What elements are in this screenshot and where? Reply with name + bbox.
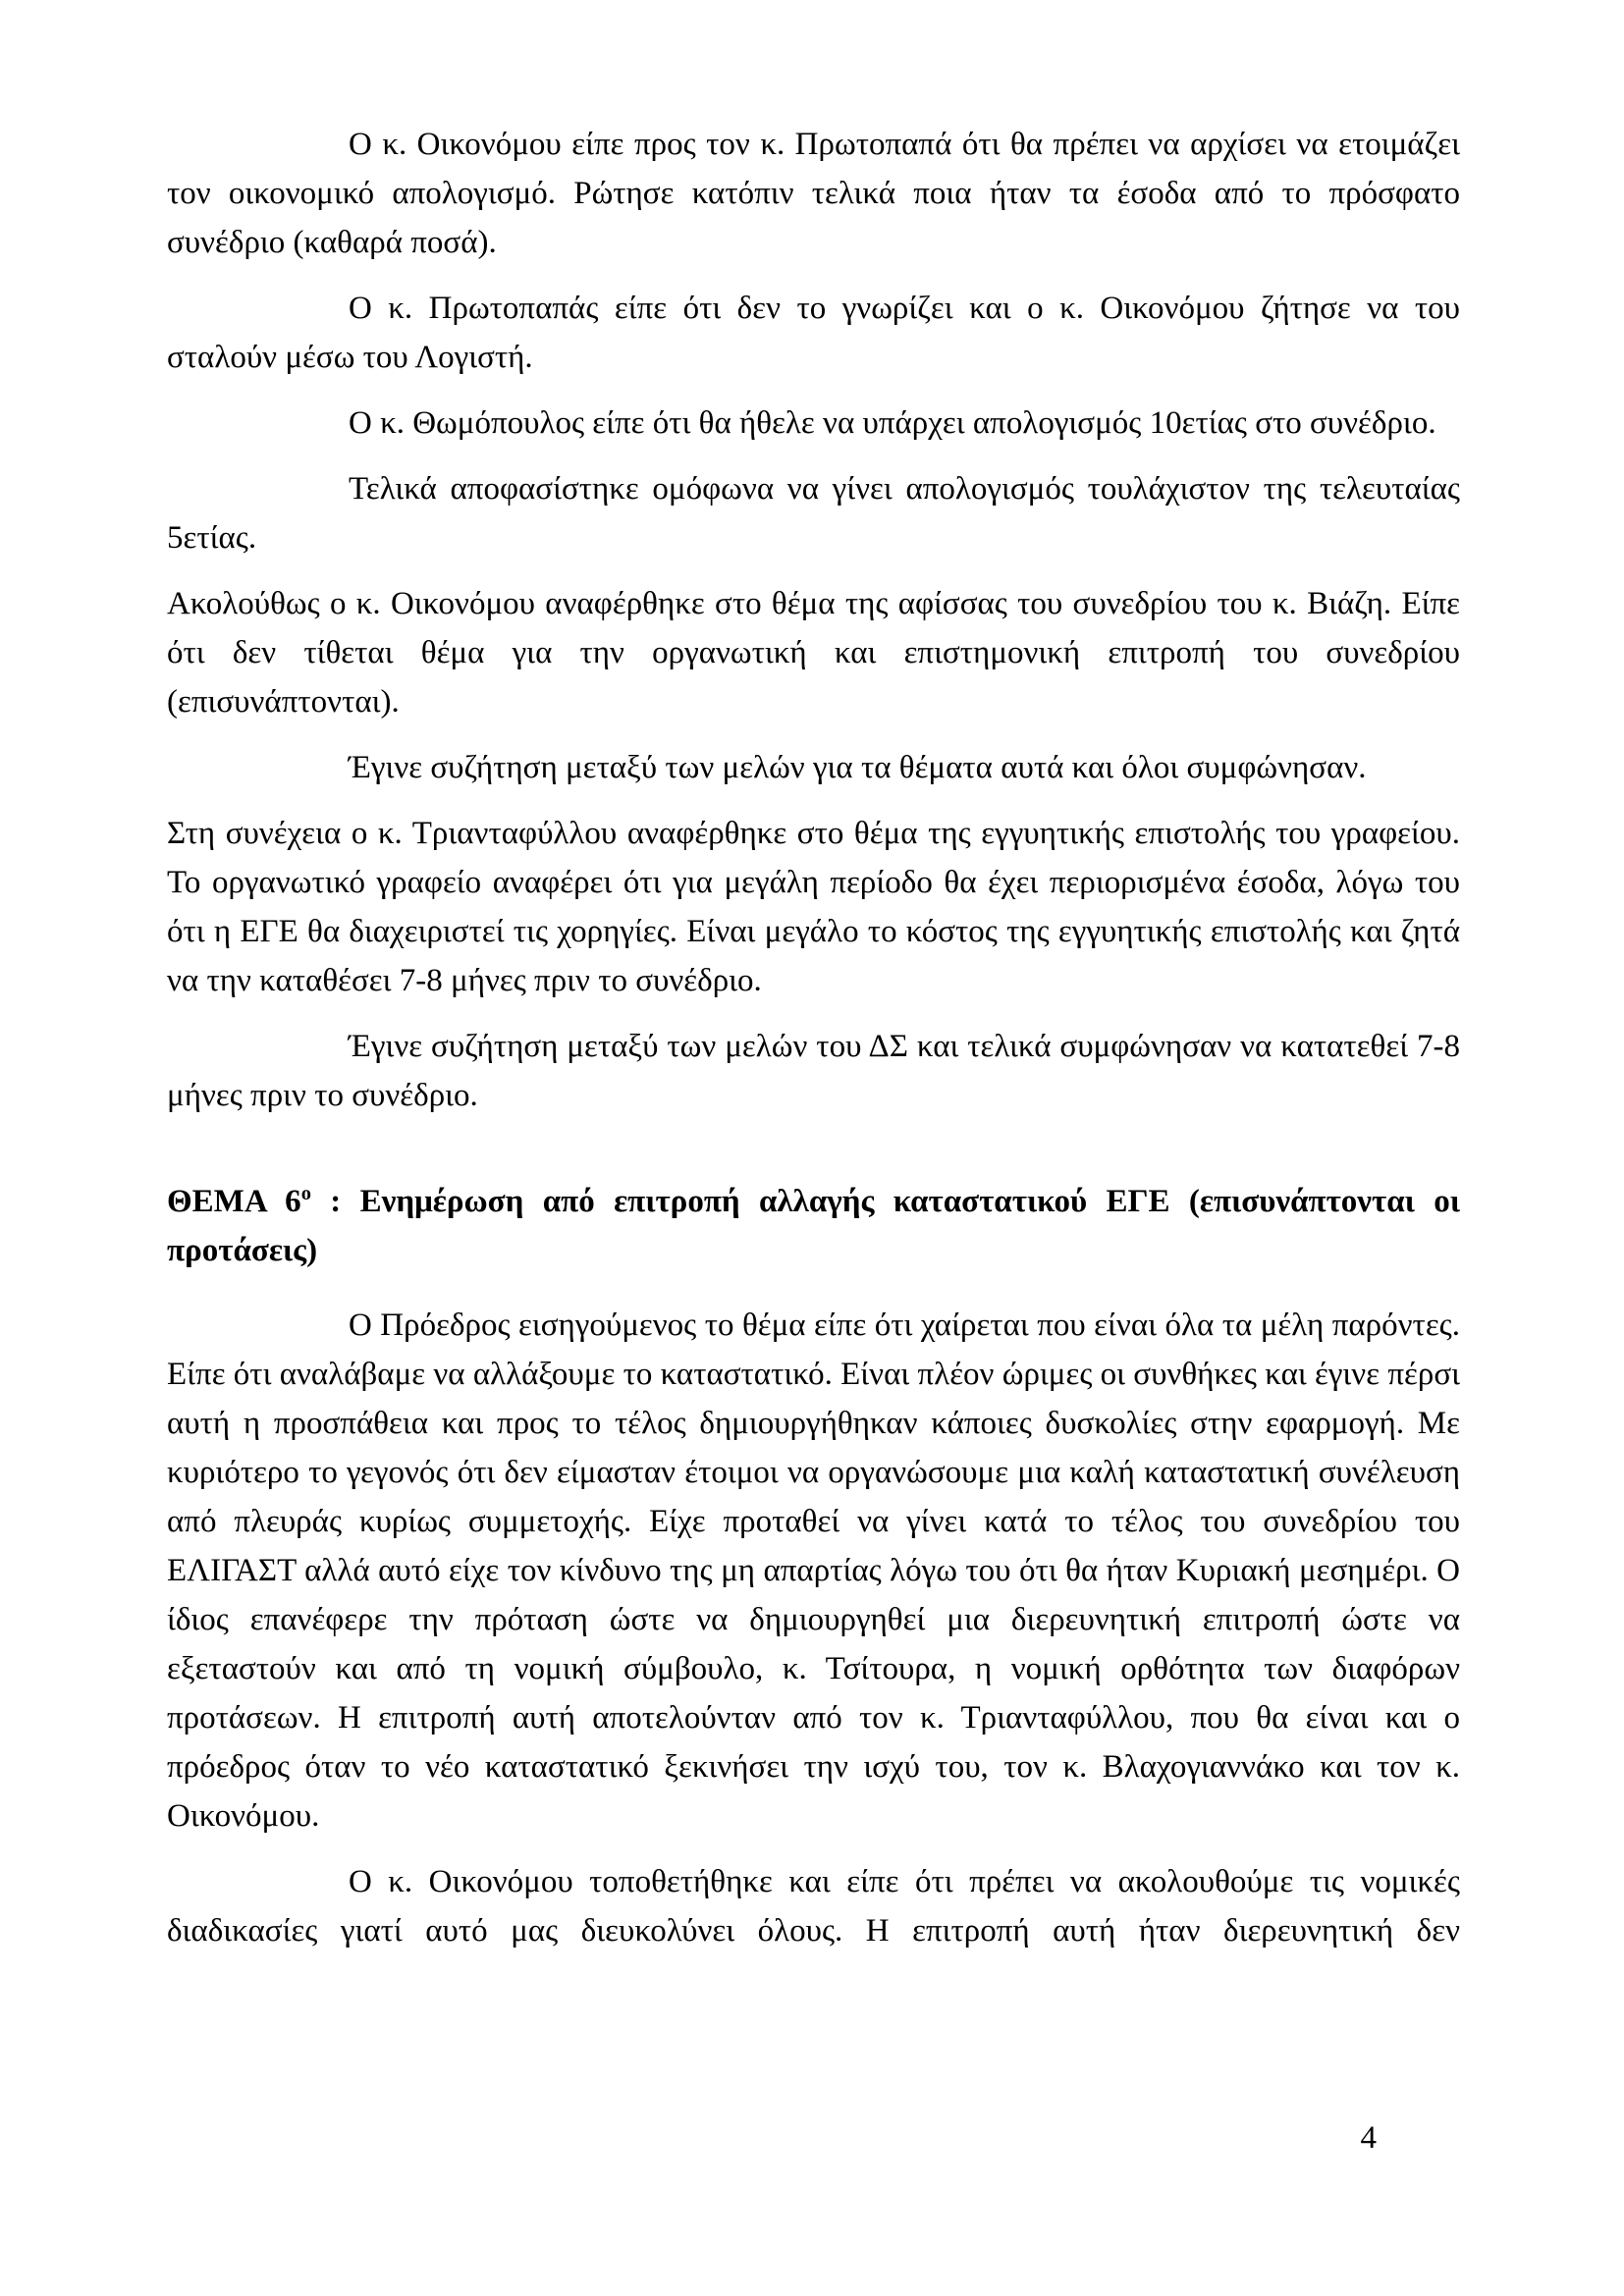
paragraph-protopapas-reply: Ο κ. Πρωτοπαπάς είπε ότι δεν το γνωρίζει και ο κ. Οικονόμου ζήτησε να του σταλούν μέσω του Λογιστή. [167, 291, 1460, 375]
heading-ordinal-superscript: ο [300, 1183, 311, 1204]
heading-text-prefix: ΘΕΜΑ 6 [167, 1184, 301, 1219]
paragraph-oikonomou-apologismos: Ο κ. Οικονόμου είπε προς τον κ. Πρωτοπαπά ότι θα πρέπει να αρχίσει να ετοιμάζει τον οικονομικό απολογισμό. Ρώτησε κατόπιν τελικά ποια ήταν τα έσοδα από το πρόσφατο συνέδριο (καθαρά ποσά). [167, 127, 1460, 260]
page-number: 4 [1360, 2120, 1377, 2156]
paragraph-thomopoulos: Ο κ. Θωμόπουλος είπε ότι θα ήθελε να υπάρχει απολογισμός 10ετίας στο συνέδριο. [349, 405, 1436, 441]
paragraph-ds-agreement: Έγινε συζήτηση μεταξύ των μελών του ΔΣ και τελικά συμφώνησαν να κατατεθεί 7-8 μήνες πριν το συνέδριο. [167, 1029, 1460, 1113]
paragraph-proedros-katastatiko: Ο Πρόεδρος εισηγούμενος το θέμα είπε ότι χαίρεται που είναι όλα τα μέλη παρόντες. Είπε ότι αναλάβαμε να αλλάξουμε το καταστατικό. Είναι πλέον ώριμες οι συνθήκες και έγινε πέρσι αυτή η προσπάθεια και προς το τέλος δημιουργήθηκαν κάποιες δυσκολίες στην εφαρμογή. Με κυριότερο το γεγονός ότι δεν είμασταν έτοιμοι να οργανώσουμε μια καλή καταστατική συνέλευση από πλευράς κυρίως συμμετοχής. Είχε προταθεί να γίνει κατά το τέλος του συνεδρίου του ΕΛΙΓΑΣΤ αλλά αυτό είχε τον κίνδυνο της μη απαρτίας λόγω του ότι θα ήταν Κυριακή μεσημέρι. Ο ίδιος επανέφερε την πρόταση ώστε να δημιουργηθεί μια διερευνητική επιτροπή ώστε να εξεταστούν και από τη νομική σύμβουλο, κ. Τσίτουρα, η νομική ορθότητα των διαφόρων προτάσεων. Η επιτροπή αυτή αποτελούνταν από τον κ. Τριανταφύλλου, που θα είναι και ο πρόεδρος όταν το νέο καταστατικό ξεκινήσει την ισχύ του, τον κ. Βλαχογιαννάκο και τον κ. Οικονόμου. [167, 1308, 1460, 1834]
paragraph-oikonomou-nomikes-diadikasies: Ο κ. Οικονόμου τοποθετήθηκε και είπε ότι πρέπει να ακολουθούμε τις νομικές διαδικασίες γιατί αυτό μας διευκολύνει όλους. Η επιτροπή αυτή ήταν διερευνητική δεν [167, 1864, 1460, 1949]
section-heading-thema-6 [167, 1177, 1460, 1275]
paragraph-eggyitiki-epistoli: Στη συνέχεια ο κ. Τριανταφύλλου αναφέρθηκε στο θέμα της εγγυητικής επιστολής του γραφείου. Το οργανωτικό γραφείο αναφέρει ότι για μεγάλη περίοδο θα έχει περιορισμένα έσοδα, λόγω του ότι η ΕΓΕ θα διαχειριστεί τις χορηγίες. Είναι μεγάλο το κόστος της εγγυητικής επιστολής και ζητά να την καταθέσει 7-8 μήνες πριν το συνέδριο. [167, 816, 1460, 998]
heading-text-rest: : Ενημέρωση από επιτροπή αλλαγής καταστατικού ΕΓΕ (επισυνάπτονται οι προτάσεις) [167, 1184, 1460, 1268]
paragraph-afissa-synedriou: Ακολούθως ο κ. Οικονόμου αναφέρθηκε στο θέμα της αφίσσας του συνεδρίου του κ. Βιάζη. Είπε ότι δεν τίθεται θέμα για την οργανωτική και επιστημονική επιτροπή του συνεδρίου (επισυνάπτονται). [167, 586, 1460, 720]
paragraph-discussion-agreement: Έγινε συζήτηση μεταξύ των μελών για τα θέματα αυτά και όλοι συμφώνησαν. [349, 750, 1367, 785]
paragraph-decision-5etia: Τελικά αποφασίστηκε ομόφωνα να γίνει απολογισμός τουλάχιστον της τελευταίας 5ετίας. [167, 471, 1460, 556]
